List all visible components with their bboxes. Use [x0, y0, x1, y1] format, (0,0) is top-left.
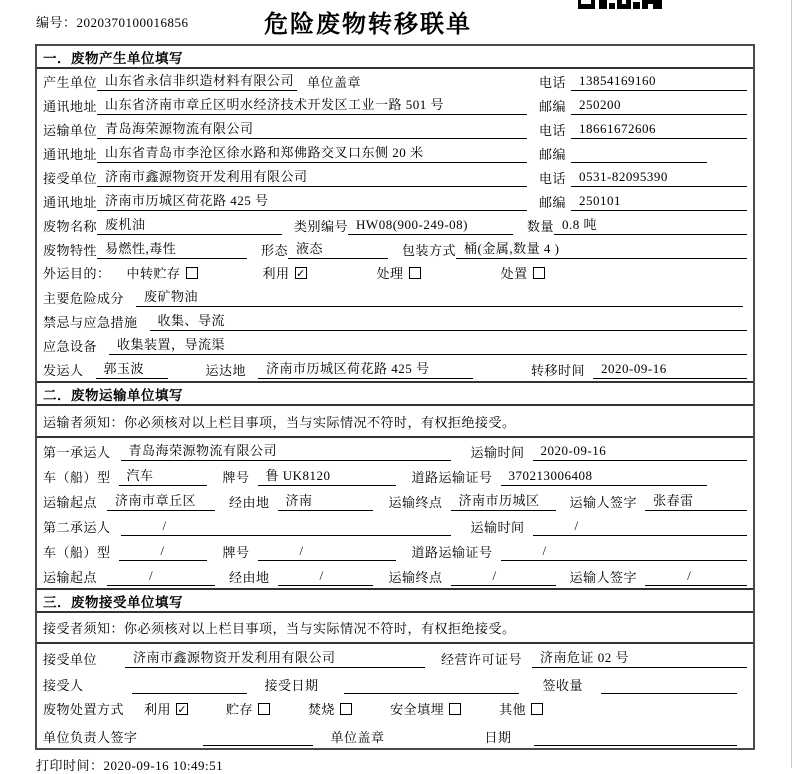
waste-name-row	[37, 213, 753, 237]
transport-time2-value: /	[533, 518, 747, 536]
purpose-storage-label: 中转贮存	[126, 265, 181, 281]
receiver-unit-value: 济南市鑫源物资开发利用有限公司	[97, 166, 527, 187]
waste-name-value: 废机油	[97, 214, 282, 235]
transport-time1-label: 运输时间	[470, 445, 525, 460]
section1-heading: 一．废物产生单位填写	[37, 46, 753, 69]
emergency-equipment-value: 收集装置，导流渠	[109, 334, 747, 355]
waste-name-label: 废物名称	[43, 219, 98, 234]
transporter-address-value: 山东省青岛市李沧区徐水路和郑佛路交叉口东侧 20 米	[97, 142, 527, 163]
transporter-zip-value	[571, 147, 707, 163]
signed-qty-value	[601, 678, 737, 694]
accept-unit-seal-label: 单位盖章	[330, 730, 385, 745]
waste-form-label: 形态	[261, 243, 289, 258]
vehicle-type1-row	[37, 463, 753, 488]
producer-address-row	[37, 93, 753, 117]
disposal-use-label: 利用	[144, 701, 172, 717]
section-producer	[37, 46, 753, 381]
waste-code-label: 类别编号	[294, 219, 349, 234]
destination-label: 运达地	[205, 363, 247, 378]
transporter1-sign-value: 张春雷	[645, 490, 747, 511]
section3-heading: 三．废物接受单位填写	[37, 590, 753, 613]
disposal-other-checkbox[interactable]	[531, 703, 543, 715]
producer-phone-value: 13854169160	[571, 73, 747, 91]
second-carrier-value: /	[121, 518, 451, 536]
accept-date2-label: 日期	[484, 730, 512, 745]
disposal-storage-label: 贮存	[226, 701, 254, 717]
accept-unit-value: 济南市鑫源物资开发利用有限公司	[125, 647, 425, 668]
second-carrier-label: 第二承运人	[43, 520, 111, 535]
disposal-landfill-checkbox[interactable]	[449, 703, 461, 715]
waste-character-label: 废物特性	[43, 243, 98, 258]
transporter2-sign-label: 运输人签字	[569, 570, 638, 585]
route1-start-value: 济南市章丘区	[107, 490, 215, 511]
waste-code-value: HW08(900-249-08)	[348, 217, 513, 235]
vehicle-type2-value: /	[119, 543, 207, 561]
accept-person-value	[132, 678, 247, 694]
purpose-use-checkbox[interactable]: ✓	[295, 267, 306, 280]
accept-date-label: 接受日期	[264, 678, 319, 693]
road-license1-label: 道路运输证号	[411, 470, 493, 485]
transfer-purpose-row	[37, 261, 753, 285]
plate2-label: 牌号	[222, 545, 250, 560]
hazard-component-label: 主要危险成分	[43, 291, 125, 306]
transporter-unit-row	[37, 117, 753, 141]
waste-form-value: 液态	[288, 238, 388, 259]
route1-via-label: 经由地	[229, 495, 270, 510]
emergency-equipment-label: 应急设备	[43, 339, 98, 354]
disposal-burn-checkbox[interactable]	[340, 703, 352, 715]
emergency-measures-row	[37, 309, 753, 333]
waste-character-value: 易燃性,毒性	[97, 238, 247, 259]
vehicle-type2-label: 车（船）型	[43, 545, 111, 560]
emergency-measures-value: 收集、导流	[150, 310, 747, 331]
form-serial-number: 编号：2020370100016856	[36, 15, 189, 30]
first-carrier-label: 第一承运人	[43, 445, 111, 460]
route2-via-value: /	[278, 568, 373, 586]
responsible-sign-label: 单位负责人签字	[43, 730, 138, 745]
accept-person-row	[37, 670, 753, 696]
signed-qty-label: 签收量	[542, 678, 584, 693]
first-carrier-value: 青岛海荣源物流有限公司	[121, 440, 451, 461]
route2-end-label: 运输终点	[388, 570, 443, 585]
section-transporter	[37, 381, 753, 588]
hazard-component-value: 废矿物油	[136, 286, 743, 307]
accept-person-label: 接受人	[43, 678, 84, 693]
route2-start-value: /	[107, 568, 215, 586]
purpose-treat-checkbox[interactable]	[409, 267, 421, 279]
route1-start-label: 运输起点	[43, 495, 98, 510]
route2-row	[37, 563, 753, 588]
disposal-method-label: 废物处置方式	[43, 701, 125, 717]
road-license2-label: 道路运输证号	[411, 545, 493, 560]
transporter-phone-value: 18661672606	[571, 121, 747, 139]
operating-license-label: 经营许可证号	[441, 652, 523, 667]
packing-value: 桶(金属,数量 4 )	[456, 238, 747, 259]
waste-qty-value: 0.8 吨	[554, 214, 747, 235]
disposal-use-checkbox[interactable]: ✓	[177, 703, 187, 716]
receiver-unit-label: 接受单位	[43, 171, 98, 186]
producer-unit-value: 山东省永信非织造材料有限公司	[97, 70, 297, 91]
print-time: 打印时间：2020-09-16 10:49:51	[36, 758, 224, 773]
road-license2-value: /	[501, 543, 747, 561]
producer-address-label: 通讯地址	[43, 99, 98, 114]
transporter-unit-label: 运输单位	[43, 123, 98, 138]
receiver-zip-value: 250101	[571, 193, 747, 211]
transport-time2-label: 运输时间	[470, 520, 525, 535]
responsible-sign-row	[37, 722, 753, 748]
purpose-storage-checkbox[interactable]	[186, 267, 198, 279]
receiver-address-label: 通讯地址	[43, 195, 98, 210]
waste-character-row	[37, 237, 753, 261]
section2-heading: 二．废物运输单位填写	[37, 383, 753, 406]
purpose-dispose-checkbox[interactable]	[533, 267, 545, 279]
route2-via-label: 经由地	[229, 570, 270, 585]
qr-code-partial-icon	[578, 0, 662, 9]
purpose-dispose-label: 处置	[500, 265, 528, 281]
transporter2-sign-value: /	[645, 568, 747, 586]
receiver-address-value: 济南市历城区荷花路 425 号	[97, 190, 527, 211]
route1-end-value: 济南市历城区	[451, 490, 556, 511]
route1-end-label: 运输终点	[388, 495, 443, 510]
route1-via-value: 济南	[278, 490, 373, 511]
plate1-label: 牌号	[222, 470, 250, 485]
transport-time1-value: 2020-09-16	[533, 443, 747, 461]
accept-unit-label: 接受单位	[43, 652, 98, 667]
receiver-address-row	[37, 189, 753, 213]
route1-row	[37, 488, 753, 513]
hazard-component-row	[37, 285, 753, 309]
route2-end-value: /	[451, 568, 556, 586]
transporter-notice: 运输者须知：你必须核对以上栏目事项，当与实际情况不符时，有权拒绝接受。	[37, 406, 753, 438]
vehicle-type1-label: 车（船）型	[43, 470, 111, 485]
transfer-time-value: 2020-09-16	[593, 361, 747, 379]
transporter-phone-label: 电话	[539, 123, 567, 138]
producer-unit-row	[37, 69, 753, 93]
producer-zip-label: 邮编	[539, 99, 567, 114]
producer-address-value: 山东省济南市章丘区明水经济技术开发区工业一路 501 号	[97, 94, 527, 115]
transfer-time-label: 转移时间	[531, 363, 586, 378]
form-title: 危险废物转移联单	[264, 12, 472, 38]
receiver-phone-value: 0531-82095390	[571, 169, 747, 187]
receiver-unit-row	[37, 165, 753, 189]
disposal-method-row	[37, 696, 753, 722]
emergency-measures-label: 禁忌与应急措施	[43, 315, 138, 330]
accept-date-value	[344, 678, 519, 694]
first-carrier-row	[37, 438, 753, 463]
page-edge-line	[791, 0, 792, 768]
sender-row	[37, 357, 753, 381]
responsible-sign-value	[203, 730, 313, 746]
sender-label: 发运人	[43, 363, 84, 378]
vehicle-type2-row	[37, 538, 753, 563]
road-license1-value: 370213006408	[501, 468, 707, 486]
transporter-address-row	[37, 141, 753, 165]
route2-start-label: 运输起点	[43, 570, 98, 585]
plate1-value: 鲁 UK8120	[258, 465, 396, 486]
disposal-other-label: 其他	[499, 701, 527, 717]
destination-value: 济南市历城区荷花路 425 号	[258, 358, 473, 379]
operating-license-value: 济南危证 02 号	[532, 647, 747, 668]
transporter1-sign-label: 运输人签字	[569, 495, 638, 510]
transfer-form-table	[35, 44, 755, 750]
waste-qty-label: 数量	[527, 219, 555, 234]
transporter-unit-value: 青岛海荣源物流有限公司	[97, 118, 527, 139]
emergency-equipment-row	[37, 333, 753, 357]
form-header	[0, 0, 796, 44]
vehicle-type1-value: 汽车	[119, 465, 207, 486]
disposal-storage-checkbox[interactable]	[258, 703, 270, 715]
disposal-burn-label: 焚烧	[308, 701, 336, 717]
second-carrier-row	[37, 513, 753, 538]
accept-date2-value	[534, 730, 737, 746]
sender-value: 郭玉波	[96, 358, 168, 379]
receiver-notice: 接受者须知：你必须核对以上栏目事项，当与实际情况不符时，有权拒绝接受。	[37, 613, 753, 644]
disposal-landfill-label: 安全填埋	[390, 701, 445, 717]
section-receiver	[37, 588, 753, 748]
transporter-zip-label: 邮编	[539, 147, 567, 162]
producer-unit-label: 产生单位	[43, 75, 98, 90]
receiver-zip-label: 邮编	[539, 195, 567, 210]
receiver-phone-label: 电话	[539, 171, 567, 186]
unit-seal-label: 单位盖章	[307, 75, 362, 90]
producer-phone-label: 电话	[539, 75, 567, 90]
purpose-use-label: 利用	[262, 265, 290, 281]
transporter-address-label: 通讯地址	[43, 147, 98, 162]
producer-zip-value: 250200	[571, 97, 747, 115]
accept-unit-row	[37, 644, 753, 670]
purpose-treat-label: 处理	[376, 265, 404, 281]
packing-label: 包装方式	[402, 243, 457, 258]
transfer-purpose-label: 外运目的：	[43, 265, 111, 281]
plate2-value: /	[258, 543, 396, 561]
